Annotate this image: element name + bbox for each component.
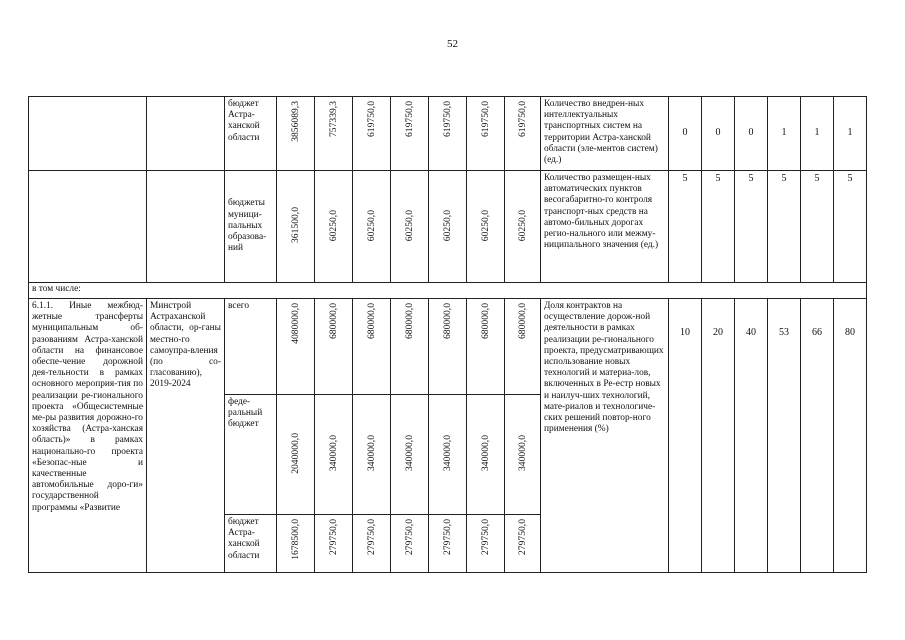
amount-cell: 60250,0 <box>391 171 429 283</box>
table-row <box>29 299 867 395</box>
funding-source-cell: бюджеты муници-пальных образова-ний <box>225 171 277 283</box>
amount-cell: 619750,0 <box>391 97 429 171</box>
amount-cell: 361500,0 <box>277 171 315 283</box>
value-cell: 1 <box>801 97 834 171</box>
indicator-cell: Количество внедрен-ных интеллектуальных транспортных систем на территории Астра-ханской области (эле-ментов систем) (ед.) <box>541 97 669 171</box>
amount-cell: 680000,0 <box>429 299 467 395</box>
executor-cell: Минстрой Астраханской области, ор-ганы местно-го самоупра-вления (по со-гласованию), 2019-2024 <box>147 299 225 573</box>
amount-cell: 680000,0 <box>505 299 541 395</box>
funding-source-cell: бюджет Астра-ханской области <box>225 97 277 171</box>
amount-cell: 4080000,0 <box>277 299 315 395</box>
amount-cell: 340000,0 <box>505 395 541 515</box>
amount-cell: 60250,0 <box>353 171 391 283</box>
amount-cell: 279750,0 <box>467 515 505 573</box>
value-cell: 5 <box>735 171 768 283</box>
executor-cell <box>147 171 225 283</box>
funding-source-cell: бюджет Астра-ханской области <box>225 515 277 573</box>
table-row <box>29 283 867 299</box>
amount-cell: 60250,0 <box>315 171 353 283</box>
table-row <box>29 97 867 171</box>
amount-cell: 279750,0 <box>315 515 353 573</box>
amount-cell: 340000,0 <box>353 395 391 515</box>
value-cell: 1 <box>768 97 801 171</box>
indicator-cell: Количество размещен-ных автоматических пунктов весогабаритно-го контроля транспорт-ных средств на автомо-бильных дорогах регио-нального или межму-ниципального значения (ед.) <box>541 171 669 283</box>
amount-cell: 2040000,0 <box>277 395 315 515</box>
amount-cell: 1678500,0 <box>277 515 315 573</box>
table-row <box>29 171 867 283</box>
amount-cell: 340000,0 <box>467 395 505 515</box>
program-table <box>28 96 867 573</box>
indicator-cell: Доля контрактов на осуществление дорож-ной деятельности в рамках реализации ре-гионального проекта, предусматривающих использование новых технологий и материа-лов, включенных в Ре-естр новых и наилуч-ших технологий, мате-риалов и технологиче-ских решений повтор-ного применения (%) <box>541 299 669 573</box>
including-label: в том числе: <box>29 283 867 299</box>
funding-source-cell: феде-ральный бюджет <box>225 395 277 515</box>
value-cell: 10 <box>669 299 702 573</box>
value-cell: 0 <box>669 97 702 171</box>
value-cell: 66 <box>801 299 834 573</box>
event-name-cell <box>29 171 147 283</box>
value-cell: 40 <box>735 299 768 573</box>
amount-cell: 340000,0 <box>315 395 353 515</box>
amount-cell: 619750,0 <box>467 97 505 171</box>
amount-cell: 680000,0 <box>315 299 353 395</box>
value-cell: 5 <box>768 171 801 283</box>
amount-cell: 680000,0 <box>353 299 391 395</box>
amount-cell: 279750,0 <box>353 515 391 573</box>
value-cell: 5 <box>669 171 702 283</box>
value-cell: 80 <box>834 299 867 573</box>
event-name-cell: 6.1.1. Иные межбюд-жетные трансферты муниципальным об-разованиям Астра-ханской области на финансовое обеспе-чение дорожной дея-тельности в рамках основного мероприя-тия по реализации ре-гионального проекта «Общесистемные ме-ры развития дорожно-го хозяйства (Астра-ханская область)» в рамках национально-го проекта «Безопас-ные и качественные автомобильные доро-ги» государственной программы «Развитие <box>29 299 147 573</box>
amount-cell: 619750,0 <box>429 97 467 171</box>
amount-cell: 680000,0 <box>467 299 505 395</box>
amount-cell: 60250,0 <box>505 171 541 283</box>
value-cell: 0 <box>702 97 735 171</box>
value-cell: 20 <box>702 299 735 573</box>
value-cell: 5 <box>834 171 867 283</box>
amount-cell: 619750,0 <box>353 97 391 171</box>
value-cell: 53 <box>768 299 801 573</box>
value-cell: 5 <box>801 171 834 283</box>
executor-cell <box>147 97 225 171</box>
page-number: 52 <box>447 38 458 50</box>
amount-cell: 3856089,3 <box>277 97 315 171</box>
amount-cell: 340000,0 <box>429 395 467 515</box>
event-name-cell <box>29 97 147 171</box>
amount-cell: 340000,0 <box>391 395 429 515</box>
value-cell: 1 <box>834 97 867 171</box>
amount-cell: 279750,0 <box>505 515 541 573</box>
value-cell: 0 <box>735 97 768 171</box>
amount-cell: 757339,3 <box>315 97 353 171</box>
amount-cell: 60250,0 <box>429 171 467 283</box>
amount-cell: 279750,0 <box>429 515 467 573</box>
amount-cell: 279750,0 <box>391 515 429 573</box>
amount-cell: 680000,0 <box>391 299 429 395</box>
value-cell: 5 <box>702 171 735 283</box>
funding-source-cell: всего <box>225 299 277 395</box>
amount-cell: 619750,0 <box>505 97 541 171</box>
amount-cell: 60250,0 <box>467 171 505 283</box>
